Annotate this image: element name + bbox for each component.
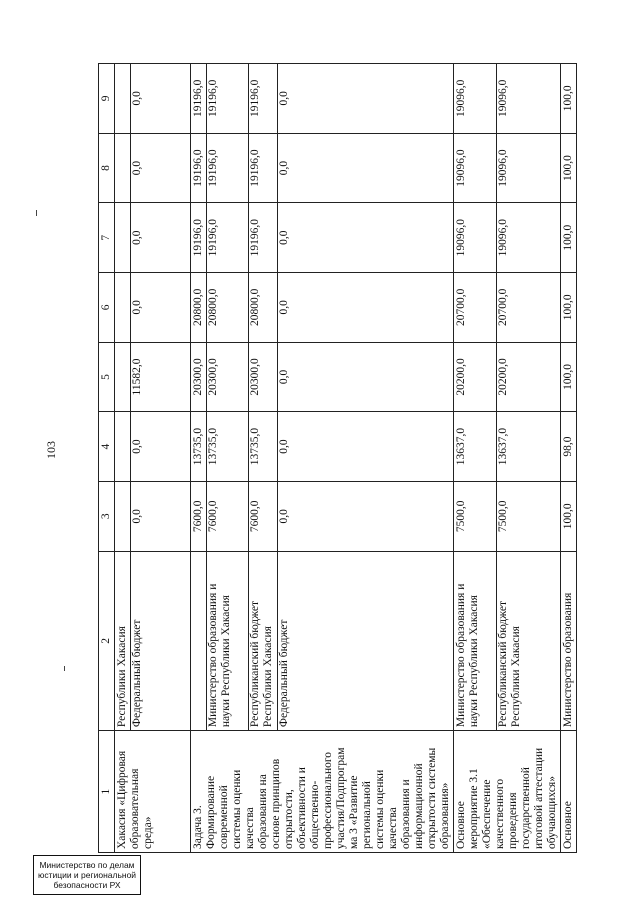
- value-cell: [454, 64, 561, 134]
- value: 19196,0: [206, 64, 247, 133]
- name-line: ма 3 «Развитие: [348, 775, 360, 849]
- value: 0,0: [130, 482, 144, 551]
- table-row: [191, 64, 454, 853]
- value-cell: [191, 481, 454, 551]
- value: 0,0: [130, 273, 144, 342]
- name-line: мероприятие 3.1: [468, 768, 480, 849]
- value: 19096,0: [455, 149, 467, 187]
- name-line: образования»: [439, 782, 451, 849]
- funding-source-cell: Министерство образования: [561, 551, 577, 731]
- name-line: профессионального: [322, 751, 334, 849]
- value: 19096,0: [496, 203, 510, 272]
- value: 7500,0: [496, 482, 510, 551]
- name-line: итоговой аттестации: [533, 747, 545, 849]
- header-cell: 1: [99, 731, 115, 853]
- value: 19196,0: [248, 134, 276, 203]
- value: 19196,0: [192, 219, 204, 257]
- page-number: 103: [44, 441, 58, 459]
- name-line: проведения: [507, 792, 519, 849]
- value-cell: [115, 133, 191, 203]
- funding-source-cell: [454, 551, 561, 731]
- value: 20300,0: [192, 358, 204, 396]
- name-line: региональной: [361, 781, 373, 849]
- header-cell: 4: [99, 412, 115, 482]
- header-cell: 7: [99, 203, 115, 273]
- value: 0,0: [277, 412, 291, 481]
- name-line: Формирование: [205, 775, 217, 849]
- value: 19196,0: [206, 134, 247, 203]
- name-line: качественного: [494, 778, 506, 849]
- value: 19096,0: [455, 79, 467, 118]
- value: 13735,0: [248, 412, 276, 481]
- value-cell: [191, 133, 454, 203]
- name-line: Задача 3.: [192, 805, 204, 849]
- table-row: [454, 64, 561, 853]
- value-cell: [454, 342, 561, 412]
- value-cell: [454, 412, 561, 482]
- value-cell: [115, 273, 191, 343]
- value: 0,0: [277, 64, 291, 133]
- value-cell: [454, 481, 561, 551]
- value: 13637,0: [455, 427, 467, 466]
- value-cell: [454, 203, 561, 273]
- header-cell: 9: [99, 64, 115, 134]
- name-line: открытости,: [283, 789, 295, 849]
- value: 20800,0: [206, 273, 247, 342]
- value: 7500,0: [455, 500, 467, 533]
- value-cell: [191, 412, 454, 482]
- funding-source: Федеральный бюджет: [277, 552, 291, 731]
- value: 20200,0: [455, 358, 467, 396]
- name-line: образования на: [257, 774, 269, 849]
- value: 19196,0: [192, 149, 204, 187]
- funding-source: Республиканский бюджет Республики Хакасия: [248, 552, 276, 731]
- name-line: общественно-: [309, 780, 321, 849]
- header-cell: 6: [99, 273, 115, 343]
- name-line: информационной: [413, 763, 425, 849]
- value: 20800,0: [192, 288, 204, 327]
- value-cell: 100,0: [561, 64, 577, 134]
- value: 11582,0: [130, 343, 144, 412]
- value-cell: [115, 481, 191, 551]
- value: 0,0: [277, 273, 291, 342]
- value: 19096,0: [455, 219, 467, 257]
- name-line: системы оценки: [374, 769, 386, 849]
- value-cell: [115, 412, 191, 482]
- ministry-stamp: [33, 855, 141, 895]
- value-cell: [191, 273, 454, 343]
- name-line: образования и: [400, 779, 412, 849]
- funding-source: Республики Хакасия: [116, 626, 128, 728]
- value: 19196,0: [248, 64, 276, 133]
- name-line: объективности и: [296, 767, 308, 849]
- value-cell: [191, 203, 454, 273]
- value: 19096,0: [496, 134, 510, 203]
- value: 13735,0: [206, 412, 247, 481]
- value-cell: [115, 342, 191, 412]
- value-cell: 100,0: [561, 481, 577, 551]
- item-name-cell: [454, 731, 561, 853]
- name-line: обучающихся»: [546, 776, 558, 849]
- value: 19196,0: [192, 79, 204, 118]
- value: 7600,0: [192, 500, 204, 533]
- value: 0,0: [277, 482, 291, 551]
- name-line: современной: [218, 785, 230, 849]
- stamp-line: юстиции и региональной: [37, 870, 137, 880]
- table-row: [561, 64, 577, 853]
- value: 19096,0: [496, 64, 510, 133]
- funding-source-cell: [191, 551, 454, 731]
- item-name-cell: Основное: [561, 731, 577, 853]
- name-line: «Обеспечение: [481, 779, 493, 849]
- value: 20200,0: [496, 343, 510, 412]
- scan-mark: [64, 666, 65, 671]
- value: 13637,0: [496, 412, 510, 481]
- value: 7600,0: [206, 482, 247, 551]
- value-cell: 98,0: [561, 412, 577, 482]
- stamp-line: безопасности РХ: [53, 880, 121, 890]
- name-line: государственной: [520, 767, 532, 849]
- value-cell: [454, 273, 561, 343]
- value: 20300,0: [206, 343, 247, 412]
- name-line: системы оценки: [231, 769, 243, 849]
- header-cell: 5: [99, 342, 115, 412]
- value: 13735,0: [192, 427, 204, 466]
- name-line: открытости системы: [426, 747, 438, 849]
- value: 0,0: [277, 343, 291, 412]
- budget-table-container: [98, 63, 618, 853]
- value: 0,0: [130, 64, 144, 133]
- scan-mark: [36, 210, 37, 216]
- value-cell: 100,0: [561, 273, 577, 343]
- value: 19196,0: [248, 203, 276, 272]
- value: 0,0: [130, 134, 144, 203]
- table-row: [115, 64, 191, 853]
- value-cell: [191, 64, 454, 134]
- name-line: качества: [387, 807, 399, 849]
- value: 20300,0: [248, 343, 276, 412]
- value: 0,0: [277, 134, 291, 203]
- value: 20700,0: [455, 288, 467, 327]
- value: 0,0: [130, 203, 144, 272]
- header-cell: 8: [99, 133, 115, 203]
- value: 7600,0: [248, 482, 276, 551]
- budget-table: [98, 63, 577, 853]
- value: 20800,0: [248, 273, 276, 342]
- stamp-line: Министерство по делам: [39, 860, 135, 870]
- value-cell: [115, 64, 191, 134]
- name-line: основе принципов: [270, 758, 282, 849]
- value: 0,0: [277, 203, 291, 272]
- item-name-cell: [191, 731, 454, 853]
- header-row: [99, 64, 115, 853]
- header-cell: 3: [99, 481, 115, 551]
- value-cell: 100,0: [561, 203, 577, 273]
- funding-source: Федеральный бюджет: [130, 552, 144, 731]
- value-cell: [191, 342, 454, 412]
- funding-source-cell: [115, 551, 191, 731]
- value: 20700,0: [496, 273, 510, 342]
- name-line: участия/Подпрограм: [335, 747, 347, 849]
- funding-source: Республиканский бюджет Республики Хакасия: [496, 552, 523, 731]
- funding-source: Министерство образования и науки Республики Хакасия: [206, 552, 247, 731]
- funding-source: Министерство образования и науки Республики Хакасия: [455, 583, 480, 728]
- value: 19196,0: [206, 203, 247, 272]
- name-line: Основное: [455, 801, 467, 849]
- item-name-cell: Хакасия «Цифровая образовательная среда»: [115, 731, 191, 853]
- value-cell: 100,0: [561, 133, 577, 203]
- value-cell: [454, 133, 561, 203]
- header-cell: 2: [99, 551, 115, 731]
- value-cell: [115, 203, 191, 273]
- value-cell: 100,0: [561, 342, 577, 412]
- value: 0,0: [130, 412, 144, 481]
- name-line: качества: [244, 807, 256, 849]
